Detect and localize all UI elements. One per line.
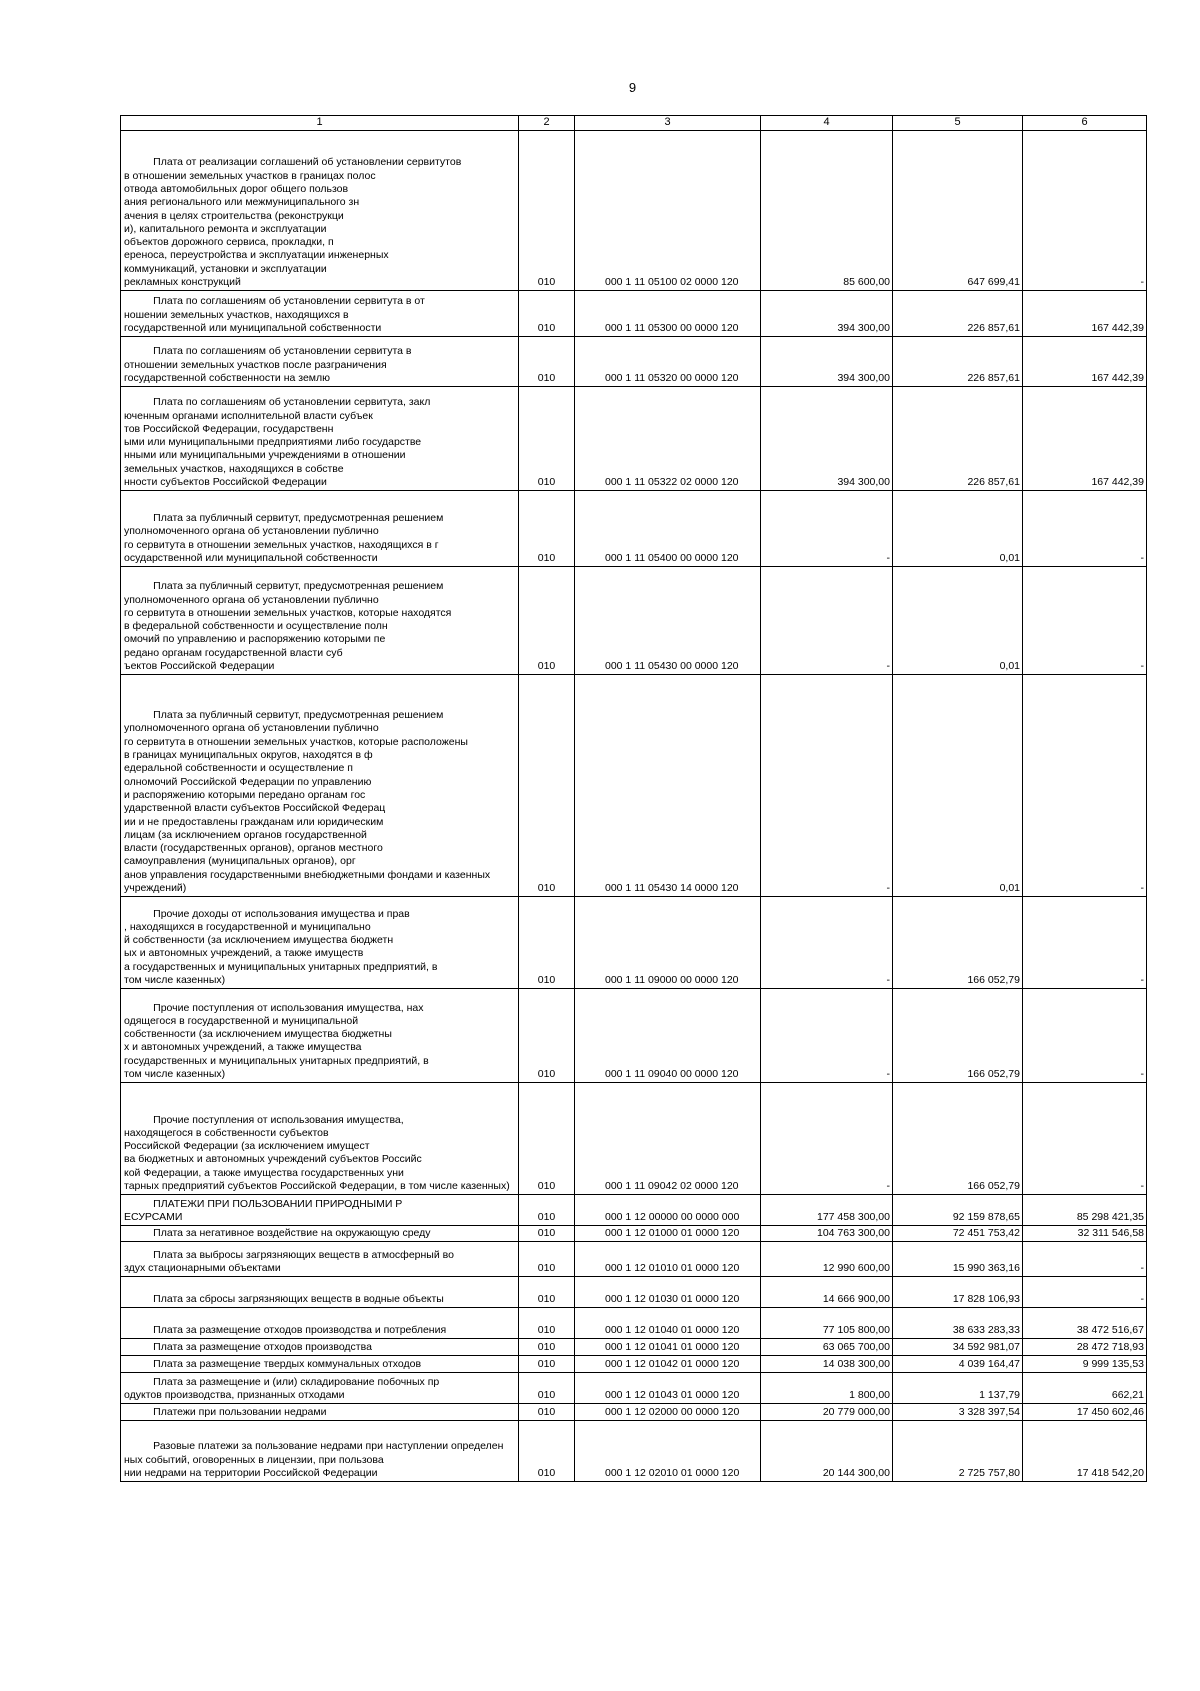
row-plan-cell: 20 779 000,00	[761, 1404, 893, 1421]
column-header: 1	[121, 116, 519, 131]
table-row	[121, 1339, 1147, 1356]
row-budget-code-cell: 000 1 12 00000 00 0000 000	[575, 1195, 761, 1226]
row-plan-cell: 14 666 900,00	[761, 1277, 893, 1308]
row-line-code-cell: 010	[519, 491, 575, 567]
row-executed-cell: 34 592 981,07	[893, 1339, 1023, 1356]
row-plan-cell: 394 300,00	[761, 387, 893, 491]
row-executed-cell: 647 699,41	[893, 131, 1023, 291]
row-line-code-cell: 010	[519, 1356, 575, 1373]
row-plan-cell: 63 065 700,00	[761, 1339, 893, 1356]
row-budget-code-cell: 000 1 11 05430 14 0000 120	[575, 675, 761, 897]
row-budget-code-cell: 000 1 12 01043 01 0000 120	[575, 1373, 761, 1404]
row-unexecuted-cell: -	[1023, 567, 1147, 675]
column-header: 5	[893, 116, 1023, 131]
row-plan-cell: 14 038 300,00	[761, 1356, 893, 1373]
row-executed-cell: 15 990 363,16	[893, 1242, 1023, 1277]
row-name-cell: Плата за сбросы загрязняющих веществ в водные объекты	[121, 1277, 519, 1308]
row-executed-cell: 166 052,79	[893, 1083, 1023, 1195]
row-executed-cell: 92 159 878,65	[893, 1195, 1023, 1226]
row-executed-cell: 226 857,61	[893, 291, 1023, 337]
column-header: 3	[575, 116, 761, 131]
table-row	[121, 1421, 1147, 1482]
row-budget-code-cell: 000 1 12 01030 01 0000 120	[575, 1277, 761, 1308]
row-line-code-cell: 010	[519, 1242, 575, 1277]
row-name-cell: Прочие поступления от использования имущества, находящегося в собственности субъектов Российской Федерации (за исключением имущест ва бюджетных и автономных учреждений субъектов Российс кой Федерации, а также имущества государственных уни тарных предприятий субъектов Российской Федерации, в том числе казенных)	[121, 1083, 519, 1195]
table-row	[121, 337, 1147, 387]
row-executed-cell: 72 451 753,42	[893, 1226, 1023, 1242]
row-name-cell: Плата за размещение отходов производства	[121, 1339, 519, 1356]
table-row	[121, 291, 1147, 337]
row-executed-cell: 0,01	[893, 567, 1023, 675]
row-plan-cell: -	[761, 1083, 893, 1195]
row-plan-cell: 85 600,00	[761, 131, 893, 291]
row-unexecuted-cell: -	[1023, 491, 1147, 567]
row-line-code-cell: 010	[519, 1277, 575, 1308]
table-row	[121, 387, 1147, 491]
row-name-cell: Разовые платежи за пользование недрами при наступлении определен ных событий, оговоренных в лицензии, при пользова нии недрами на территории Российской Федерации	[121, 1421, 519, 1482]
row-plan-cell: 394 300,00	[761, 337, 893, 387]
row-executed-cell: 226 857,61	[893, 387, 1023, 491]
row-executed-cell: 4 039 164,47	[893, 1356, 1023, 1373]
row-unexecuted-cell: 167 442,39	[1023, 291, 1147, 337]
row-line-code-cell: 010	[519, 387, 575, 491]
row-plan-cell: -	[761, 675, 893, 897]
row-budget-code-cell: 000 1 11 05300 00 0000 120	[575, 291, 761, 337]
table-row	[121, 897, 1147, 989]
row-plan-cell: -	[761, 897, 893, 989]
row-plan-cell: -	[761, 491, 893, 567]
row-unexecuted-cell: 28 472 718,93	[1023, 1339, 1147, 1356]
row-budget-code-cell: 000 1 11 05430 00 0000 120	[575, 567, 761, 675]
row-budget-code-cell: 000 1 11 09040 00 0000 120	[575, 989, 761, 1083]
row-executed-cell: 2 725 757,80	[893, 1421, 1023, 1482]
table-row	[121, 1308, 1147, 1339]
table-row	[121, 491, 1147, 567]
row-name-cell: Прочие доходы от использования имущества и прав , находящихся в государственной и муниципально й собственности (за исключением имущества бюджетн ых и автономных учреждений, а также имуществ а государственных и муниципальных унитарных предприятий, в том числе казенных)	[121, 897, 519, 989]
row-name-cell: Плата за размещение твердых коммунальных отходов	[121, 1356, 519, 1373]
row-line-code-cell: 010	[519, 567, 575, 675]
row-plan-cell: 20 144 300,00	[761, 1421, 893, 1482]
table-row	[121, 1226, 1147, 1242]
row-budget-code-cell: 000 1 11 05320 00 0000 120	[575, 337, 761, 387]
row-name-cell: Плата за размещение отходов производства и потребления	[121, 1308, 519, 1339]
row-unexecuted-cell: 32 311 546,58	[1023, 1226, 1147, 1242]
row-budget-code-cell: 000 1 11 05400 00 0000 120	[575, 491, 761, 567]
row-budget-code-cell: 000 1 12 02010 01 0000 120	[575, 1421, 761, 1482]
row-line-code-cell: 010	[519, 1083, 575, 1195]
row-unexecuted-cell: 167 442,39	[1023, 387, 1147, 491]
row-line-code-cell: 010	[519, 1404, 575, 1421]
row-budget-code-cell: 000 1 11 09042 02 0000 120	[575, 1083, 761, 1195]
row-unexecuted-cell: 85 298 421,35	[1023, 1195, 1147, 1226]
row-name-cell: Плата по соглашениям об установлении сервитута, закл юченным органами исполнительной власти субъек тов Российской Федерации, государственн ыми или муниципальными предприятиями либо государстве нными или муниципальными учреждениями в отношении земельных участков, находящихся в собстве нности субъектов Российской Федерации	[121, 387, 519, 491]
row-plan-cell: 12 990 600,00	[761, 1242, 893, 1277]
revenue-table	[120, 115, 1147, 1482]
row-budget-code-cell: 000 1 12 01041 01 0000 120	[575, 1339, 761, 1356]
table-row	[121, 1373, 1147, 1404]
row-unexecuted-cell: 17 450 602,46	[1023, 1404, 1147, 1421]
row-executed-cell: 1 137,79	[893, 1373, 1023, 1404]
row-line-code-cell: 010	[519, 1421, 575, 1482]
table-row	[121, 1083, 1147, 1195]
table-row	[121, 1404, 1147, 1421]
row-budget-code-cell: 000 1 12 01042 01 0000 120	[575, 1356, 761, 1373]
row-plan-cell: -	[761, 989, 893, 1083]
row-unexecuted-cell: 9 999 135,53	[1023, 1356, 1147, 1373]
row-executed-cell: 38 633 283,33	[893, 1308, 1023, 1339]
row-unexecuted-cell: -	[1023, 131, 1147, 291]
row-line-code-cell: 010	[519, 1195, 575, 1226]
column-header: 4	[761, 116, 893, 131]
row-unexecuted-cell: 17 418 542,20	[1023, 1421, 1147, 1482]
column-header: 6	[1023, 116, 1147, 131]
row-executed-cell: 3 328 397,54	[893, 1404, 1023, 1421]
row-budget-code-cell: 000 1 12 01010 01 0000 120	[575, 1242, 761, 1277]
row-line-code-cell: 010	[519, 1373, 575, 1404]
row-unexecuted-cell: -	[1023, 897, 1147, 989]
table-row	[121, 989, 1147, 1083]
row-unexecuted-cell: -	[1023, 675, 1147, 897]
row-budget-code-cell: 000 1 12 01040 01 0000 120	[575, 1308, 761, 1339]
row-executed-cell: 226 857,61	[893, 337, 1023, 387]
row-name-cell: Плата за размещение и (или) складирование побочных пр одуктов производства, признанных отходами	[121, 1373, 519, 1404]
row-plan-cell: -	[761, 567, 893, 675]
row-executed-cell: 166 052,79	[893, 897, 1023, 989]
row-line-code-cell: 010	[519, 1308, 575, 1339]
row-unexecuted-cell: -	[1023, 1242, 1147, 1277]
row-name-cell: ПЛАТЕЖИ ПРИ ПОЛЬЗОВАНИИ ПРИРОДНЫМИ Р ЕСУРСАМИ	[121, 1195, 519, 1226]
row-budget-code-cell: 000 1 12 02000 00 0000 120	[575, 1404, 761, 1421]
row-line-code-cell: 010	[519, 897, 575, 989]
row-executed-cell: 17 828 106,93	[893, 1277, 1023, 1308]
row-name-cell: Платежи при пользовании недрами	[121, 1404, 519, 1421]
row-name-cell: Плата за публичный сервитут, предусмотренная решением уполномоченного органа об установлении публично го сервитута в отношении земельных участков, находящихся в г осударственной или муниципальной собственности	[121, 491, 519, 567]
row-plan-cell: 394 300,00	[761, 291, 893, 337]
row-line-code-cell: 010	[519, 131, 575, 291]
row-budget-code-cell: 000 1 11 09000 00 0000 120	[575, 897, 761, 989]
row-unexecuted-cell: -	[1023, 1277, 1147, 1308]
row-budget-code-cell: 000 1 11 05322 02 0000 120	[575, 387, 761, 491]
row-line-code-cell: 010	[519, 989, 575, 1083]
row-line-code-cell: 010	[519, 291, 575, 337]
row-unexecuted-cell: 167 442,39	[1023, 337, 1147, 387]
row-unexecuted-cell: 662,21	[1023, 1373, 1147, 1404]
page-number: 9	[628, 80, 637, 95]
row-unexecuted-cell: -	[1023, 989, 1147, 1083]
row-name-cell: Прочие поступления от использования имущества, нах одящегося в государственной и муниципальной собственности (за исключением имущества бюджетны х и автономных учреждений, а также имущества государственных и муниципальных унитарных предприятий, в том числе казенных)	[121, 989, 519, 1083]
table-row	[121, 675, 1147, 897]
table-row	[121, 1195, 1147, 1226]
row-executed-cell: 0,01	[893, 491, 1023, 567]
table-row	[121, 567, 1147, 675]
row-executed-cell: 166 052,79	[893, 989, 1023, 1083]
row-unexecuted-cell: 38 472 516,67	[1023, 1308, 1147, 1339]
row-budget-code-cell: 000 1 11 05100 02 0000 120	[575, 131, 761, 291]
row-unexecuted-cell: -	[1023, 1083, 1147, 1195]
row-plan-cell: 177 458 300,00	[761, 1195, 893, 1226]
row-name-cell: Плата от реализации соглашений об установлении сервитутов в отношении земельных участков в границах полос отвода автомобильных дорог общего пользов ания регионального или межмуниципального зн ачения в целях строительства (реконструкци и), капитального ремонта и эксплуатации объектов дорожного сервиса, прокладки, п ереноса, переустройства и эксплуатации инженерных коммуникаций, установки и эксплуатации рекламных конструкций	[121, 131, 519, 291]
row-line-code-cell: 010	[519, 1339, 575, 1356]
table-row	[121, 1277, 1147, 1308]
row-name-cell: Плата по соглашениям об установлении сервитута в отношении земельных участков после разграничения государственной собственности на землю	[121, 337, 519, 387]
row-name-cell: Плата за публичный сервитут, предусмотренная решением уполномоченного органа об установлении публично го сервитута в отношении земельных участков, которые расположены в границах муниципальных округов, находятся в ф едеральной собственности и осуществление п олномочий Российской Федерации по управлению и распоряжению которыми передано органам гос ударственной власти субъектов Российской Федерац ии и не предоставлены гражданам или юридическим лицам (за исключением органов государственной власти (государственных органов), органов местного самоуправления (муниципальных органов), орг анов управления государственными внебюджетными фондами и казенных учреждений)	[121, 675, 519, 897]
row-line-code-cell: 010	[519, 1226, 575, 1242]
row-name-cell: Плата за негативное воздействие на окружающую среду	[121, 1226, 519, 1242]
row-name-cell: Плата за выбросы загрязняющих веществ в атмосферный во здух стационарными объектами	[121, 1242, 519, 1277]
row-line-code-cell: 010	[519, 675, 575, 897]
row-executed-cell: 0,01	[893, 675, 1023, 897]
table-row	[121, 131, 1147, 291]
row-budget-code-cell: 000 1 12 01000 01 0000 120	[575, 1226, 761, 1242]
table-row	[121, 1356, 1147, 1373]
row-name-cell: Плата за публичный сервитут, предусмотренная решением уполномоченного органа об установлении публично го сервитута в отношении земельных участков, которые находятся в федеральной собственности и осуществление полн омочий по управлению и распоряжению которыми пе редано органам государственной власти суб ъектов Российской Федерации	[121, 567, 519, 675]
table-row	[121, 1242, 1147, 1277]
column-header: 2	[519, 116, 575, 131]
row-plan-cell: 104 763 300,00	[761, 1226, 893, 1242]
column-number-header	[121, 116, 1147, 131]
row-name-cell: Плата по соглашениям об установлении сервитута в от ношении земельных участков, находящихся в государственной или муниципальной собственности	[121, 291, 519, 337]
row-plan-cell: 1 800,00	[761, 1373, 893, 1404]
row-line-code-cell: 010	[519, 337, 575, 387]
row-plan-cell: 77 105 800,00	[761, 1308, 893, 1339]
